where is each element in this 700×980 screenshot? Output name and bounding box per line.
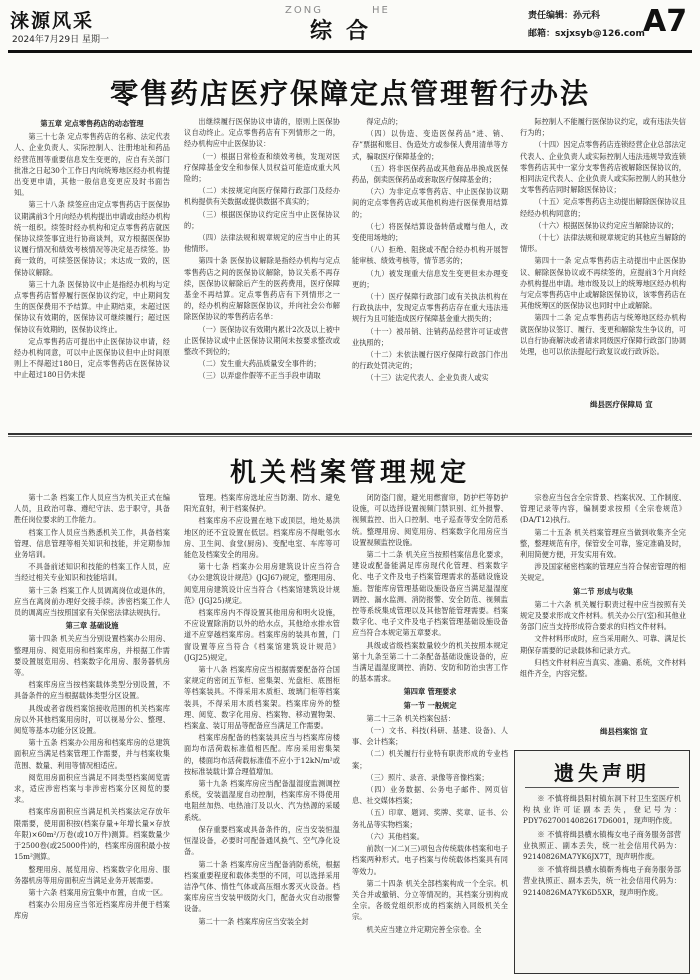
article-paragraph: （二）发生重大药品质量安全事件的； [198, 359, 321, 369]
article-paragraph: 第二十六条 机关履行职责过程中应当按照有关规定及要求形成文件材料。机关办公厅(室)和其他业务部门应当支持形成符合要求的归档文件材料。 [520, 599, 686, 632]
article-paragraph: 第十七条 档案办公用房建筑设计应当符合《办公建筑设计规范》(JGJ67)规定，整理用房、阅览用房建筑设计应当符合《档案馆建筑设计规范》(JGJ25)规定。 [184, 562, 340, 605]
article1-column-1 [14, 116, 170, 419]
article-paragraph: 第十八条 档案库房应当根据需要配备符合国家规定的密闭五节柜、密集架、光盘柜、底图柜等档案装具。不得采用木质柜、玻璃门柜等档案装具，不得采用木质档案架。档案库房外的整理、阅览、数字化用房、档案物、移动置物架、档案盒、装订用品等配备应当满足工作需要。 [184, 665, 340, 731]
article-paragraph: 第十五条 档案办公用房和档案库房的总建筑面积应当满足档案管理工作需要，并与档案收集范围、数量、利用等情况相适应。 [14, 738, 170, 770]
page-number: A7 [643, 4, 688, 39]
article-paragraph: （八）拒绝、阻挠或不配合经办机构开展智能审核、绩效考核等，情节恶劣的； [352, 245, 508, 266]
article-paragraph: 档案库房应当按档案载体类型分别设置，不具备条件的应当根据载体类型分区设置。 [14, 680, 170, 701]
article2-column-3 [352, 492, 508, 972]
article-paragraph: （六）为非定点零售药店、中止医保协议期间的定点零售药店或其他机构进行医保费用结算的； [352, 187, 508, 219]
header-rule [8, 50, 692, 53]
article-paragraph: （一）医保协议有效期内累计2次及以上被中止医保协议或中止医保协议期间未按要求整改或整改不到位的； [184, 324, 340, 357]
chapter-heading: 第五章 定点零售药店的动态管理 [40, 119, 144, 128]
article-paragraph: （三）根据医保协议约定应当中止医保协议的； [184, 209, 340, 230]
article-paragraph: 第十九条 档案库房应当配备温湿度监测调控系统，安装温湿度自动控制，档案库房不得使用电阻丝加热、电热油汀及以火、汽为热源的采暖系统。 [184, 779, 340, 822]
article-paragraph: 第四十二条 定点零售药店与统筹地区经办机构就医保协议签订、履行、变更和解除发生争议的，可以自行协商解决或者请求同级医疗保障行政部门协调处理，也可以依法提起行政复议或行政诉讼。 [520, 313, 686, 357]
chapter-heading: 第四章 管理要求 [403, 687, 457, 697]
article-paragraph: 第二十条 档案库房应当配备消防系统，根据档案重要程度和载体类型的不同，可以选择采用洁净气体、惰性气体或高压细水雾灭火设备。档案库房应当安装甲级防火门，配备火灾自动报警设备。 [184, 859, 340, 914]
section-latin-right: HE [372, 5, 390, 16]
notice-item: ※ 不慎将缉县横水镇梅女电子商务服务部营业执照正、副本丢失，统一社会信用代码为：92140826MA7YK6JX7T，现声明作废。 [523, 829, 681, 862]
article-paragraph: 第十二条 档案工作人员应当为机关正式在编人员，且政治可靠、遵纪守法、忠于职守，具备胜任岗位要求的工作能力。 [14, 493, 170, 525]
article-paragraph: （十四）因定点零售药店连锁经营企业总部法定代表人、企业负责人或实际控制人违法违规导致连锁零售药店其中一家分支零售药店被解除医保协议的，相同法定代表人、企业负责人或实际控制人的其他分支零售药店同时解除医保协议； [520, 140, 686, 195]
article-paragraph: （二）机关履行行业特有职责形成的专业档案； [352, 749, 508, 770]
article-paragraph: 第四十一条 定点零售药店主动提出中止医保协议、解除医保协议或不再续签的，应提前3个月向经办机构提出申请。地市级及以上的统筹地区经办机构与定点零售药店中止或解除医保协议，该零售药店在其他统筹区的医保协议也同时中止或解除。 [520, 256, 686, 311]
article-paragraph: （三）以弄虚作假等不正当手段申请取 [198, 371, 321, 381]
article-paragraph: 涉及国家秘密档案的管理应当符合保密管理的相关规定。 [520, 562, 686, 583]
article-paragraph: 具级或省级档案数量较少的机关按照本规定第十九条至第二十二条配备基础设施设备的，应当满足温湿度调控、消防、安防和防治虫害工作的基本需求。 [352, 640, 508, 684]
article-paragraph: 第二十五条 机关档案管理应当做到收集齐全完整，整理规范有序，保管安全可靠，鉴定准确及时，利用简便方便，开发实用有效。 [520, 527, 686, 560]
article-paragraph: 阅览用房面积应当满足不同类型档案阅览需求，适应涉密档案与非涉密档案分区阅览的要求。 [14, 772, 170, 805]
article-paragraph: 机关应当建立并定期完善全宗卷。全 [366, 924, 482, 934]
article1-column-2 [184, 116, 340, 419]
article-paragraph: （三）照片、录音、录像等音像档案； [366, 772, 489, 782]
editor-line: 责任编辑：孙元科 [528, 11, 601, 21]
article-paragraph: 档案办公用房应当邻近档案库房并便于档案库房 [14, 900, 170, 921]
section-title: 综合 [310, 18, 383, 44]
article-paragraph: 第四十条 医保协议解除是指经办机构与定点零售药店之间的医保协议解除，协议关系不再存续，医保协议解除后产生的医药费用，医疗保障基金不再结算。定点零售药店有下列情形之一的，经办机构应解除医保协议，并向社会公布解除医保协议的零售药店名单： [184, 256, 340, 322]
article-paragraph: （四）业务数据、公务电子邮件、网页信息、社交媒体档案； [352, 785, 508, 806]
article-paragraph: 第二十二条 机关应当按照档案信息化要求，建设或配备能满足库房现代化管理、档案数字化、电子文件及电子档案管理需求的基础设施设施。智能库房管理基础设施设备应当满足温湿度调控、漏水监测、消防报警、安全防范、视频监控等系统集成管理以及其他智能管理需要。档案数字化、电子文件及电子档案管理基础设施设备应当符合本规定第五章要求。 [352, 550, 508, 638]
article-paragraph: 第二十一条 档案库房应当安装全封 [198, 916, 309, 926]
chapter-heading: 第一节 一般规定 [403, 700, 457, 710]
article-paragraph: 第二十三条 机关档案包括： [366, 713, 455, 723]
article-paragraph: 第十六条 档案用房宜集中布置，自成一区。 [28, 887, 168, 897]
notice-item: ※ 不慎将缉县横水镇靳秀梅电子商务服务部营业执照正、副本丢失，统一社会信用代码为：92140826MA7YK6D5XR，现声明作废。 [523, 865, 681, 897]
notice-title: 遗失声明 [554, 761, 650, 785]
section-divider [8, 433, 692, 435]
masthead: 涞源风采 [10, 10, 95, 32]
article-paragraph: （五）印章、题词、奖牌、奖章、证书、公务礼品等实物档案； [352, 808, 508, 829]
section-divider-thin [8, 436, 692, 437]
article-paragraph: 档案库房面积应当满足机关档案法定存放年限需要，使用面积按(档案存量+年增长量×存放年限)×60m²/万卷(或10万件)测算。档案数量少于2500卷(或25000件)的，档案库房面积最小按15m²测算。 [14, 807, 170, 862]
article-paragraph: （十一）被吊销、注销药品经营许可证或营业执照的； [352, 326, 508, 347]
article2-source: 缉县档案馆 宣 [600, 727, 648, 736]
article-paragraph: 第十三条 档案工作人员调离岗位或退休的，应当在离岗前办理好交接手续。涉密档案工作人员的调离应当按照国家有关保密法律法规执行。 [14, 585, 170, 618]
section-latin-left: ZONG [285, 5, 323, 16]
article-paragraph: （六）其他档案。 [366, 831, 424, 841]
article-paragraph: （一）根据日常检查和绩效考核，发现对医疗保障基金安全和参保人员权益可能造成重大风险的； [184, 151, 340, 184]
article1-headline: 零售药店医疗保障定点管理暂行办法 [109, 77, 590, 110]
chapter-heading: 第三章 基础设施 [65, 621, 119, 631]
article-paragraph: 文件材料形成时，应当采用耐久、可靠、满足长期保存需要的记录载体和记录方式。 [520, 634, 686, 655]
publication-date: 2024年7月29日 星期一 [12, 35, 109, 45]
article-paragraph: 宗卷应当包含全宗背景、档案状况、工作制度、管理记录等内容，编制要求按照《全宗卷规范》(DA/T12)执行。 [520, 493, 686, 525]
article-paragraph: 不具备前述知识和技能的档案工作人员，应当经过相关专业知识和技能培训。 [14, 562, 170, 583]
article2-column-4 [520, 492, 686, 738]
article-paragraph: 保存重要档案或具备条件的，应当安装恒温恒湿设备，必要时可配备通风换气、空气净化设备。 [184, 824, 340, 857]
article2-column-2 [184, 492, 340, 972]
article-paragraph: 际控制人不能履行医保协议约定，或有违法失信行为的； [520, 117, 686, 138]
article-paragraph: 第二十四条 机关全部档案构成一个全宗。机关合并或撤销、分立等情况的，其档案分别构成全宗。各级党组织形成的档案纳入同级机关全宗。 [352, 878, 508, 922]
article-paragraph: （四）法律法规和规章规定的应当中止的其他情形。 [184, 233, 340, 254]
article-paragraph: （四）以伪造、变造医保药品“进、销、存”票据和账目、伪造处方或参保人费用清单等方式，骗取医疗保障基金的； [352, 129, 508, 161]
article-paragraph: 出继续履行医保协议申请的，原则上医保协议自动终止。定点零售药店有下列情形之一的，经办机构应中止医保协议： [184, 117, 340, 149]
article-paragraph: 定点零售药店可提出中止医保协议申请，经经办机构同意，可以中止医保协议但中止时间原则上不得超过180日，定点零售药店在医保协议中止超过180日仍未提 [14, 336, 170, 380]
article-paragraph: （十七）法律法规和规章规定的其他应当解除的情形。 [520, 233, 686, 254]
article-paragraph: （十）医疗保障行政部门或有关执法机构在行政执法中，发现定点零售药店存在重大违法违规行为且可能造成医疗保障基金重大损失的； [352, 292, 508, 324]
article-paragraph: 第三十九条 医保协议中止是指经办机构与定点零售药店暂停履行医保协议约定，中止期间发生的医保费用不予结算。中止期结束，未超过医保协议有效期的，医保协议可继续履行；超过医保协议有效期的，医保协议终止。 [14, 279, 170, 334]
article-paragraph: 得定点的； [366, 117, 403, 126]
article-paragraph: 归档文件材料应当真实、准确、系统，文件材料组件齐全，内容完整。 [520, 657, 686, 679]
article-paragraph: 前款(一)(二)(三)项包含传统载体档案和电子档案两种形式。电子档案与传统载体档案具有同等效力。 [352, 844, 508, 876]
article-paragraph: （十六）根据医保协议约定应当解除协议的； [534, 220, 679, 230]
article-paragraph: （一）文书、科技(科研、基建、设备)、人事、会计档案； [352, 726, 508, 747]
notice-item: ※ 不慎将缉县阳村镇东洞下村卫生室医疗机构执业许可证副本丢失，登记号为：PDY76270014082617D6001，现声明作废。 [523, 794, 681, 826]
article2-column-1 [14, 492, 170, 972]
article-paragraph: （五）将非医保药品或其他商品串换成医保药品，倒卖医保药品或套取医疗保障基金的； [352, 163, 508, 185]
article-paragraph: 第三十七条 定点零售药店的名称、法定代表人、企业负责人、实际控制人、注册地址和药品经营范围等重要信息发生变更的，应自有关部门批准之日起30个工作日内向统筹地区经办机构提出变更申请，其他一般信息变更应及时书面告知。 [14, 132, 170, 198]
article-paragraph: 第十四条 机关应当分别设置档案办公用房、整理用房、阅览用房和档案库房，并根据工作需要设置展览用房、档案数字化用房、服务器机房等。 [14, 634, 170, 678]
article-paragraph: 管理。档案库房选址应当防潮、防水、避免阳光直射，利于档案保护。 [184, 493, 340, 514]
article-paragraph: （十五）定点零售药店主动提出解除医保协议且经经办机构同意的； [520, 197, 686, 218]
article-paragraph: 档案工作人员应当熟悉机关工作，具备档案管理、信息管理等相关知识和技能，并定期参加业务培训。 [14, 527, 170, 560]
article-paragraph: 档案库房内不得设置其他用房和明火设施，不应设置除消防以外的给水点，其他给水排水管道不应穿越档案库房。档案库房的装具布置，门窗设置等应当符合《档案馆建筑设计规范》(JGJ25)规定。 [184, 608, 340, 662]
email-line: 邮箱：sxjxsyb@126.com [528, 29, 645, 39]
chapter-heading: 第二节 形成与收集 [572, 586, 633, 596]
article2-headline: 机关档案管理规定 [229, 458, 470, 488]
lost-notice-box [514, 750, 690, 974]
article1-source: 缉县医疗保障局 宣 [590, 400, 653, 409]
article-paragraph: （二）未按规定向医疗保障行政部门及经办机构提供有关数据或提供数据不真实的； [184, 186, 340, 207]
article-paragraph: 整理用房、展览用房、档案数字化用房、服务器机房等用房面积应当满足业务开展需要。 [14, 864, 170, 885]
article-paragraph: （十二）未依法履行医疗保障行政部门作出的行政处罚决定的； [352, 350, 508, 371]
article1-column-3 [352, 116, 508, 419]
article-paragraph: （七）将医保结算设备转借或赠与他人，改变使用场地的； [352, 221, 508, 243]
article-paragraph: 档案库房不应设置在地下或顶层，地处易洪地区的还不宜设置在低层。档案库房不得毗邻水房、卫生间、食堂(厨房)、变配电室、车库等可能危及档案安全的用房。 [184, 516, 340, 560]
article-paragraph: 档案库房配备的档案装具应当与档案库房楼面均布活荷载标准值相匹配。库房采用密集架的，楼面均布活荷载标准值不应小于12kN/m²或按标准装载计算合理值增加。 [184, 733, 340, 776]
article-paragraph: 第三十八条 续签应由定点零售药店于医保协议期满前3个月向经办机构提出申请或由经办机构统一组织。续签时经办机构和定点零售药店就医保协议续签事宜进行协商谈判，双方根据医保协议履行情况和绩效考核情况等决定是否续签。协商一致的，可续签医保协议；未达成一致的，医保协议解除。 [14, 200, 170, 277]
article-paragraph: 具级或者省级档案馆接收范围的机关档案库房以外其他档案用房时，可以视易分公、整理、阅览等基本功能分区设置。 [14, 703, 170, 736]
article-paragraph: （十三）法定代表人、企业负责人或实 [366, 373, 489, 383]
article-paragraph: 闭防盗门窗，避光用燃窗帘，防护栏等防护设施，可以选择设置视频门禁识别、红外报警、视频监控、出入口控制、电子巡查等安全防范系统。整理用房、阅览用房、档案数字化用房应当设置视频监控设施。 [352, 493, 508, 547]
notice-rule [525, 787, 679, 788]
notice-body [523, 793, 681, 900]
article1-column-4 [520, 116, 686, 419]
article-paragraph: （九）被发现重大信息发生变更但未办理变更的； [352, 268, 508, 289]
